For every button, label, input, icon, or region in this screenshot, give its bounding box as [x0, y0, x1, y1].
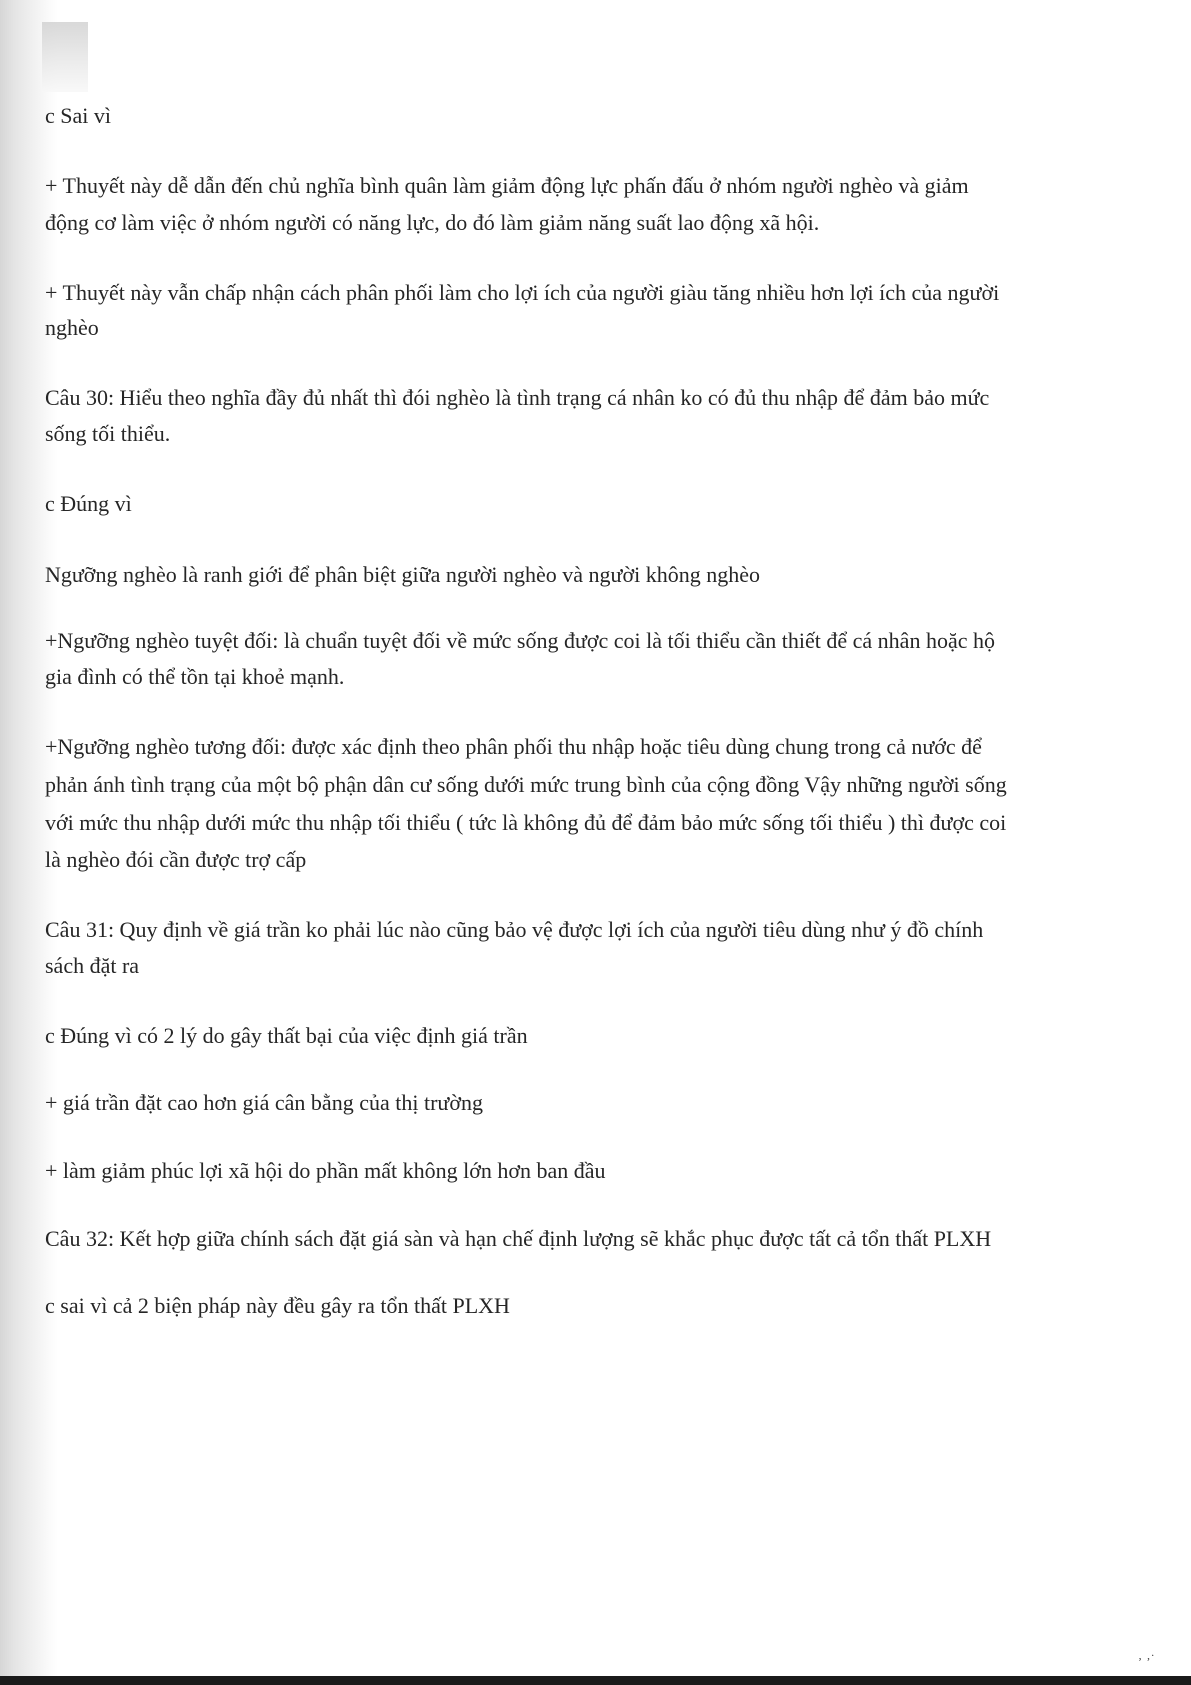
- paragraph-line: phản ánh tình trạng của một bộ phận dân cư sống dưới mức trung bình của cộng đồng Vậy những người sống: [45, 772, 1007, 797]
- question-line: sống tối thiểu.: [45, 421, 171, 446]
- answer-line: c sai vì cả 2 biện pháp này đều gây ra tổn thất PLXH: [45, 1293, 510, 1318]
- answer-line: c Đúng vì: [45, 491, 132, 516]
- paragraph-line: Ngưỡng nghèo là ranh giới để phân biệt giữa người nghèo và người không nghèo: [45, 562, 760, 587]
- paragraph-line: + làm giảm phúc lợi xã hội do phần mất không lớn hơn ban đầu: [45, 1158, 606, 1183]
- paragraph-line: + Thuyết này vẫn chấp nhận cách phân phối làm cho lợi ích của người giàu tăng nhiều hơn lợi ích của người: [45, 280, 1000, 305]
- scan-artifact: [42, 22, 88, 92]
- paragraph-line: nghèo: [45, 315, 99, 340]
- answer-line: c Đúng vì có 2 lý do gây thất bại của việc định giá trần: [45, 1023, 528, 1048]
- scan-edge-shading: [0, 0, 58, 1685]
- paragraph-line: +Ngưỡng nghèo tuyệt đối: là chuẩn tuyệt đối về mức sống được coi là tối thiểu cần thiết để cá nhân hoặc hộ: [45, 628, 995, 653]
- paragraph-line: + Thuyết này dễ dẫn đến chủ nghĩa bình quân làm giảm động lực phấn đấu ở nhóm người nghèo và giảm: [45, 173, 969, 198]
- paragraph-line: + giá trần đặt cao hơn giá cân bằng của thị trường: [45, 1090, 483, 1115]
- paragraph-line: là nghèo đói cần được trợ cấp: [45, 847, 307, 872]
- answer-line: c Sai vì: [45, 103, 111, 128]
- paragraph-line: +Ngưỡng nghèo tương đối: được xác định theo phân phối thu nhập hoặc tiêu dùng chung trong cả nước để: [45, 734, 982, 759]
- question-line: sách đặt ra: [45, 953, 140, 978]
- paragraph-line: động cơ làm việc ở nhóm người có năng lực, do đó làm giảm năng suất lao động xã hội.: [45, 210, 820, 235]
- page-mark: ‚ ,·: [1138, 1648, 1155, 1662]
- question-line: Câu 30: Hiểu theo nghĩa đầy đủ nhất thì đói nghèo là tình trạng cá nhân ko có đủ thu nhập để đảm bảo mức: [45, 385, 990, 410]
- question-line: Câu 32: Kết hợp giữa chính sách đặt giá sàn và hạn chế định lượng sẽ khắc phục được tất cả tổn thất PLXH: [45, 1226, 992, 1251]
- paragraph-line: với mức thu nhập dưới mức thu nhập tối thiểu ( tức là không đủ để đảm bảo mức sống tối thiểu ) thì được coi: [45, 810, 1007, 835]
- question-line: Câu 31: Quy định về giá trần ko phải lúc nào cũng bảo vệ được lợi ích của người tiêu dùng như ý đồ chính: [45, 917, 984, 942]
- paragraph-line: gia đình có thể tồn tại khoẻ mạnh.: [45, 664, 345, 689]
- scan-bottom-edge: [0, 1676, 1191, 1685]
